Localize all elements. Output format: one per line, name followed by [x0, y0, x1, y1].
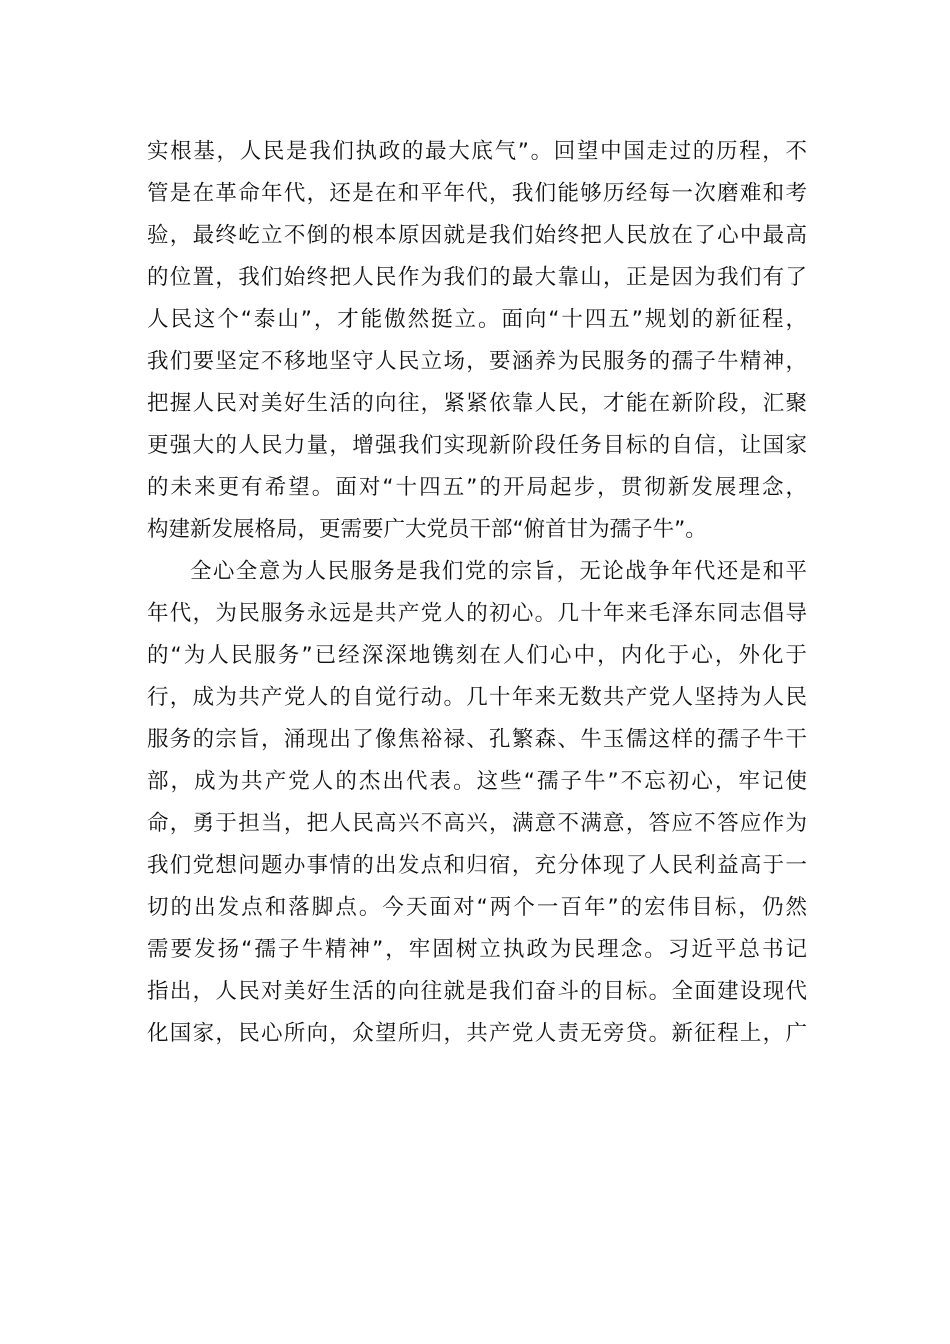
text-line: 的未来更有希望。面对“十四五”的开局起步，贯彻新发展理念， — [147, 475, 807, 500]
paragraph — [147, 551, 807, 1055]
text-line: 把握人民对美好生活的向往，紧紧依靠人民，才能在新阶段，汇聚 — [147, 391, 807, 416]
text-line: 年代，为民服务永远是共产党人的初心。几十年来毛泽东同志倡导 — [147, 601, 807, 626]
text-line: 构建新发展格局，更需要广大党员干部“俯首甘为孺子牛”。 — [147, 517, 707, 542]
text-line: 的“为人民服务”已经深深地镌刻在人们心中，内化于心，外化于 — [147, 643, 807, 668]
text-line: 全心全意为人民服务是我们党的宗旨，无论战争年代还是和平 — [190, 559, 807, 584]
text-line: 人民这个“泰山”，才能傲然挺立。面向“十四五”规划的新征程， — [147, 307, 807, 332]
text-line: 我们要坚定不移地坚守人民立场，要涵养为民服务的孺子牛精神， — [147, 349, 807, 374]
text-line: 服务的宗旨，涌现出了像焦裕禄、孔繁森、牛玉儒这样的孺子牛干 — [147, 727, 807, 752]
paragraph — [147, 131, 807, 551]
text-line: 命，勇于担当，把人民高兴不高兴，满意不满意，答应不答应作为 — [147, 811, 807, 836]
text-line: 需要发扬“孺子牛精神”，牢固树立执政为民理念。习近平总书记 — [147, 937, 807, 962]
text-line: 行，成为共产党人的自觉行动。几十年来无数共产党人坚持为人民 — [147, 685, 807, 710]
text-line: 我们党想问题办事情的出发点和归宿，充分体现了人民利益高于一 — [147, 853, 807, 878]
text-line: 管是在革命年代，还是在和平年代，我们能够历经每一次磨难和考 — [147, 181, 807, 206]
text-line: 部，成为共产党人的杰出代表。这些“孺子牛”不忘初心，牢记使 — [147, 769, 807, 794]
text-line: 化国家，民心所向，众望所归，共产党人责无旁贷。新征程上，广 — [147, 1021, 807, 1046]
text-line: 验，最终屹立不倒的根本原因就是我们始终把人民放在了心中最高 — [147, 223, 807, 248]
text-line: 指出，人民对美好生活的向往就是我们奋斗的目标。全面建设现代 — [147, 979, 807, 1004]
text-line: 的位置，我们始终把人民作为我们的最大靠山，正是因为我们有了 — [147, 265, 807, 290]
text-line: 更强大的人民力量，增强我们实现新阶段任务目标的自信，让国家 — [147, 433, 807, 458]
text-line: 实根基，人民是我们执政的最大底气”。回望中国走过的历程，不 — [147, 139, 807, 164]
text-line: 切的出发点和落脚点。今天面对“两个一百年”的宏伟目标，仍然 — [147, 895, 807, 920]
document-body — [147, 131, 807, 1055]
